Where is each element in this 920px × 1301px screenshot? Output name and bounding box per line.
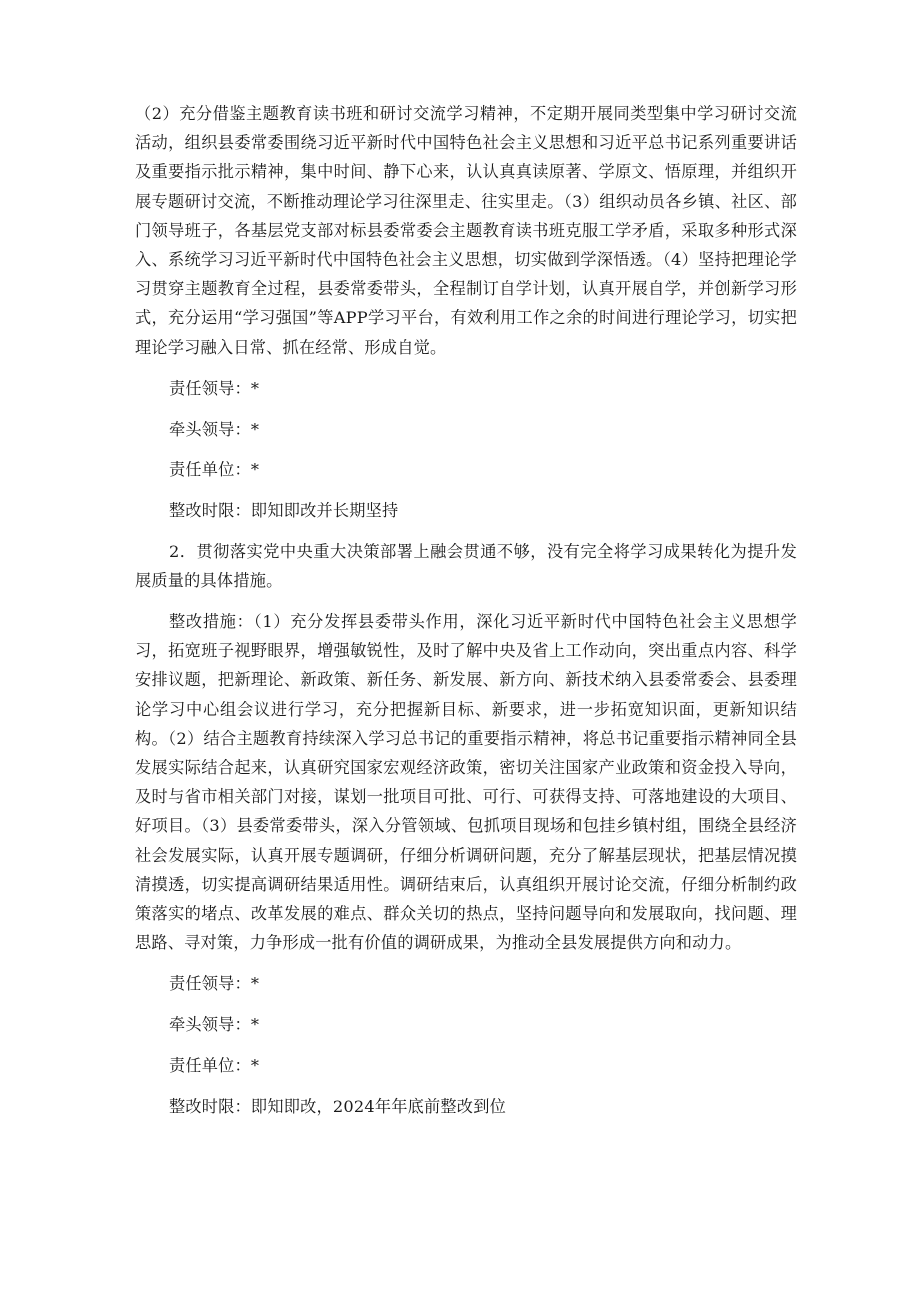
document-page (135, 99, 797, 1121)
section1-responsible-leader: 责任领导：* (169, 378, 260, 398)
section1-responsible-unit: 责任单位：* (169, 460, 260, 480)
section2-lead-leader: 牵头领导：* (169, 1015, 260, 1035)
section2-measures-paragraph: 整改措施：（1）充分发挥县委带头作用，深化习近平新时代中国特色社会主义思想学习，拓宽班子视野眼界，增强敏锐性，及时了解中央及省上工作动向，突出重点内容、科学安排议题，把新理论、新政策、新任务、新发展、新方向、新技术纳入县委常委会、县委理论学习中心组会议进行学习，充分把握新目标、新要求，进一步拓宽知识面，更新知识结构。（2）结合主题教育持续深入学习总书记的重要指示精神，将总书记重要指示精神同全县发展实际结合起来，认真研究国家宏观经济政策，密切关注国家产业政策和资金投入导向，及时与省市相关部门对接，谋划一批项目可批、可行、可获得支持、可落地建设的大项目、好项目。（3）县委常委带头，深入分管领域、包抓项目现场和包挂乡镇村组，围绕全县经济社会发展实际，认真开展专题调研，仔细分析调研问题，充分了解基层现状，把基层情况摸清摸透，切实提高调研结果适用性。调研结束后，认真组织开展讨论交流，仔细分析制约政策落实的堵点、改革发展的难点、群众关切的热点，坚持问题导向和发展取向，找问题、理思路、寻对策，力争形成一批有价值的调研成果，为推动全县发展提供方向和动力。 (135, 612, 797, 953)
section2-issue-paragraph: 2．贯彻落实党中央重大决策部署上融会贯通不够，没有完全将学习成果转化为提升发展质量的具体措施。 (135, 542, 797, 591)
section2-responsible-unit: 责任单位：* (169, 1056, 260, 1076)
section2-deadline: 整改时限：即知即改，2024年年底前整改到位 (169, 1096, 506, 1116)
section1-measures-paragraph: （2）充分借鉴主题教育读书班和研讨交流学习精神，不定期开展同类型集中学习研讨交流活动，组织县委常委围绕习近平新时代中国特色社会主义思想和习近平总书记系列重要讲话及重要指示批示精神，集中时间、静下心来，认认真真读原著、学原文、悟原理，并组织开展专题研讨交流，不断推动理论学习往深里走、往实里走。（3）组织动员各乡镇、社区、部门领导班子，各基层党支部对标县委常委会主题教育读书班克服工学矛盾，采取多种形式深入、系统学习习近平新时代中国特色社会主义思想，切实做到学深悟透。（4）坚持把理论学习贯穿主题教育全过程，县委常委带头，全程制订自学计划，认真开展自学，并创新学习形式，充分运用“学习强国”等APP学习平台，有效利用工作之余的时间进行理论学习，切实把理论学习融入日常、抓在经常、形成自觉。 (135, 104, 797, 357)
section1-deadline: 整改时限：即知即改并长期坚持 (169, 501, 399, 521)
section2-responsible-leader: 责任领导：* (169, 974, 260, 994)
section1-lead-leader: 牵头领导：* (169, 419, 260, 439)
